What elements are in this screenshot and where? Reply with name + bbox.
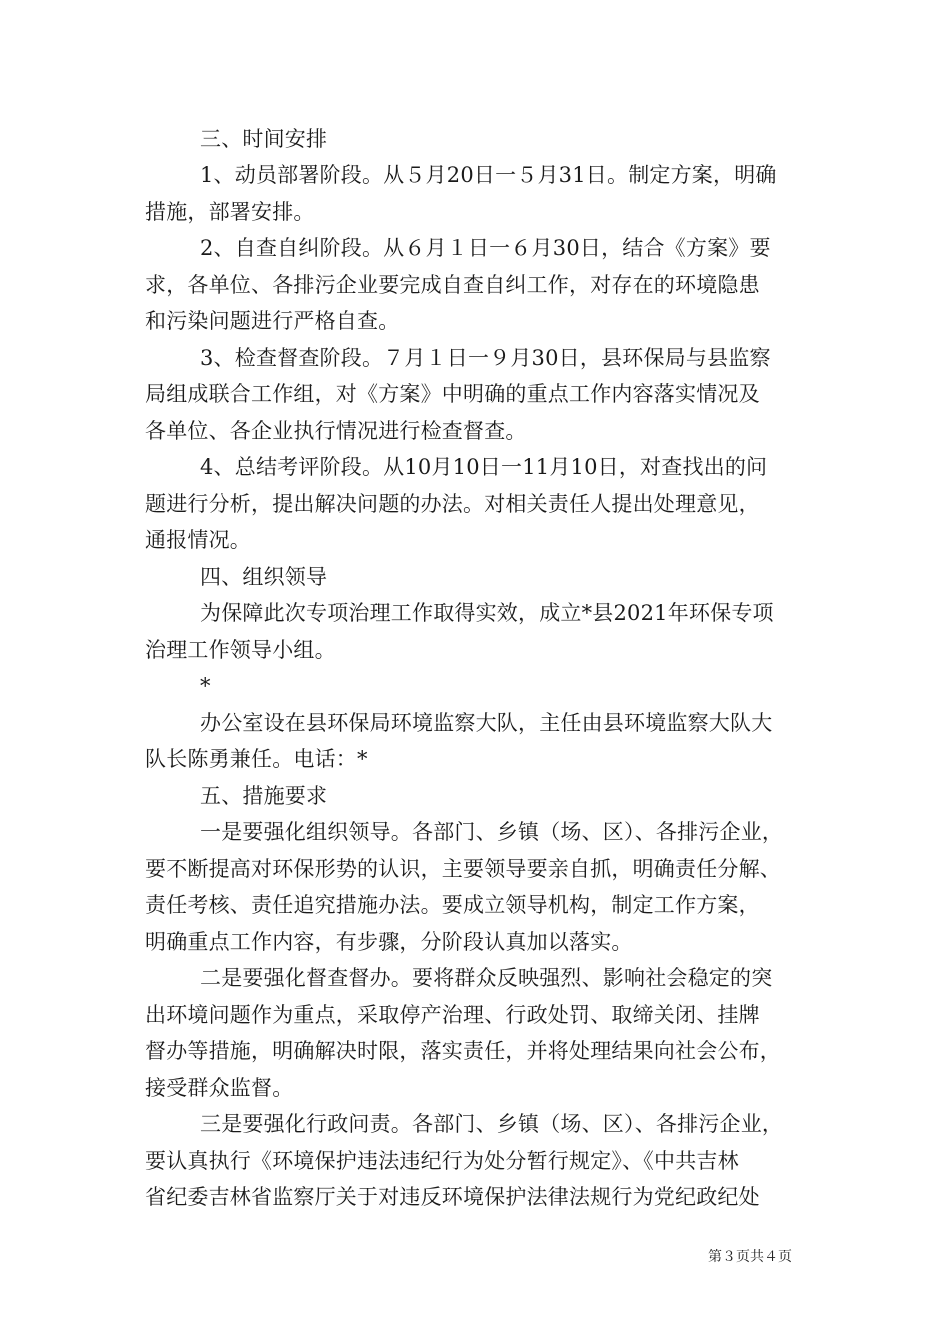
paragraph-line: 队长陈勇兼任。电话：*: [145, 747, 368, 771]
paragraph-line: 2、自查自纠阶段。从６月１日一６月30日，结合《方案》要: [200, 236, 771, 260]
paragraph-line: 4、总结考评阶段。从10月10日一11月10日，对查找出的问: [200, 455, 768, 479]
paragraph-line: 各单位、各企业执行情况进行检查督查。: [145, 419, 527, 443]
paragraph-line: 接受群众监督。: [145, 1076, 294, 1100]
paragraph-line: 督办等措施，明确解决时限，落实责任，并将处理结果向社会公布，: [145, 1039, 781, 1063]
paragraph-line: 要不断提高对环保形势的认识，主要领导要亲自抓，明确责任分解、: [145, 857, 781, 881]
paragraph-line: 二是要强化督查督办。要将群众反映强烈、影响社会稳定的突: [200, 966, 773, 990]
section-heading-measures: 五、措施要求: [200, 784, 328, 808]
placeholder-asterisk: *: [200, 674, 211, 698]
paragraph-line: 局组成联合工作组，对《方案》中明确的重点工作内容落实情况及: [145, 382, 760, 406]
paragraph-line: 求，各单位、各排污企业要完成自查自纠工作，对存在的环境隐患: [145, 273, 760, 297]
paragraph-line: 措施，部署安排。: [145, 200, 315, 224]
paragraph-line: 三是要强化行政问责。各部门、乡镇（场、区）、各排污企业，: [200, 1112, 784, 1136]
paragraph-line: 治理工作领导小组。: [145, 638, 336, 662]
paragraph-line: 一是要强化组织领导。各部门、乡镇（场、区）、各排污企业，: [200, 820, 784, 844]
page-number-footer: 第３页共４页: [708, 1249, 792, 1265]
paragraph-line: 3、检查督查阶段。７月１日一９月30日，县环保局与县监察: [200, 346, 771, 370]
section-heading-leadership: 四、组织领导: [200, 565, 328, 589]
paragraph-line: 责任考核、责任追究措施办法。要成立领导机构，制定工作方案，: [145, 893, 760, 917]
paragraph-line: 明确重点工作内容，有步骤，分阶段认真加以落实。: [145, 930, 633, 954]
paragraph-line: 和污染问题进行严格自查。: [145, 309, 400, 333]
section-heading-schedule: 三、时间安排: [200, 127, 328, 151]
paragraph-line: 省纪委吉林省监察厅关于对违反环境保护法律法规行为党纪政纪处: [145, 1185, 760, 1209]
paragraph-line: 题进行分析，提出解决问题的办法。对相关责任人提出处理意见，: [145, 492, 760, 516]
paragraph-line: 通报情况。: [145, 528, 251, 552]
paragraph-line: 出环境问题作为重点，采取停产治理、行政处罚、取缔关闭、挂牌: [145, 1003, 760, 1027]
paragraph-line: 要认真执行《环境保护违法违纪行为处分暂行规定》、《中共吉林: [145, 1149, 739, 1173]
paragraph-line: 办公室设在县环保局环境监察大队，主任由县环境监察大队大: [200, 711, 773, 735]
paragraph-line: 为保障此次专项治理工作取得实效，成立*县2021年环保专项: [200, 601, 774, 625]
paragraph-line: 1、动员部署阶段。从５月20日一５月31日。制定方案，明确: [200, 163, 777, 187]
